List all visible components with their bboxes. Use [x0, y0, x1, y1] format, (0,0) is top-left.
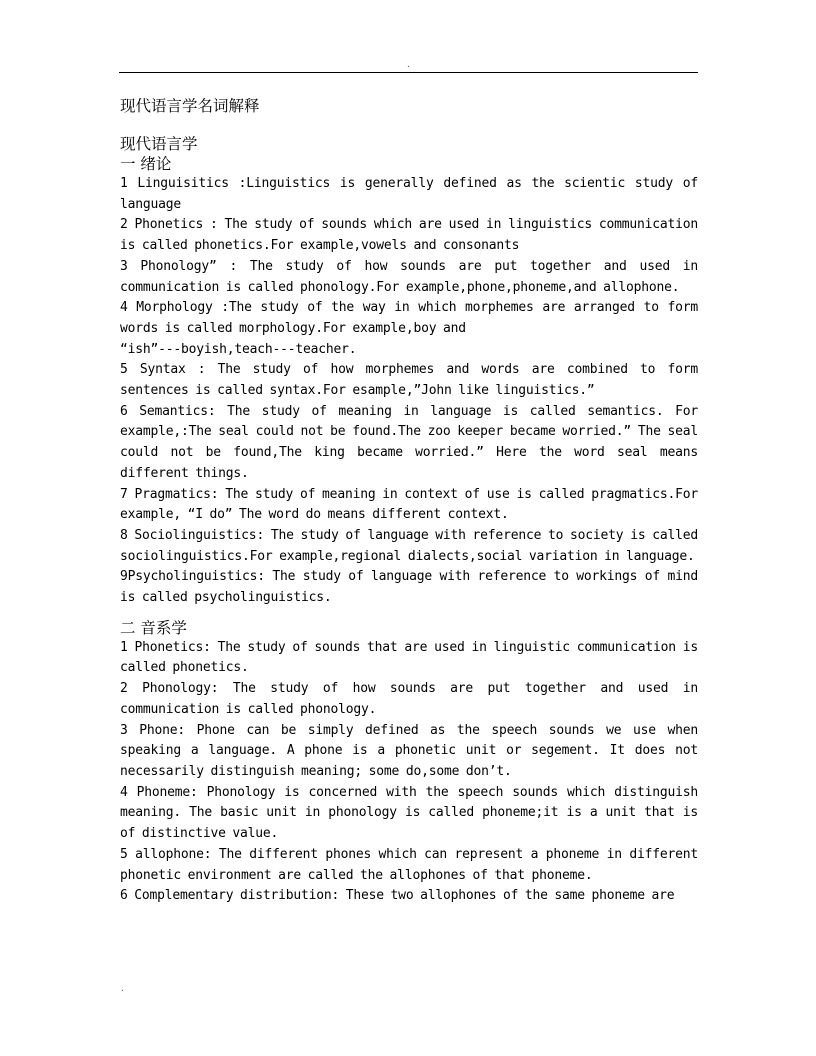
term-morphology-example: “ish”---boyish,teach---teacher. [120, 341, 357, 357]
header-rule [119, 72, 698, 73]
term-phonology-2: 2 Phonology: The study of how sounds are put together and used in communication is called phonology. [120, 681, 698, 717]
term-phoneme: 4 Phoneme: Phonology is concerned with the speech sounds which distinguish meaning. The basic unit in phonology is called phoneme;it is a unit that is of distinctive value. [120, 784, 698, 842]
term-linguistics: 1 Linguisitics :Linguistics is generally defined as the scientic study of language [120, 176, 698, 212]
chapter-title-phonology: 二 音系学 [120, 618, 187, 637]
term-phonetics: 2 Phonetics : The study of sounds which are used in linguistics communication is called phonetics.For example,vowels and consonants [120, 217, 698, 254]
chapter-title-introduction: 一 绪论 [120, 155, 172, 173]
term-phonetics-2: 1 Phonetics: The study of sounds that are used in linguistic communication is called phonetics. [120, 639, 698, 676]
header-dot: . [406, 60, 411, 69]
term-morphology: 4 Morphology :The study of the way in which morphemes are arranged to form words is called morphology.For example,boy and [120, 300, 698, 336]
term-allophone: 5 allophone: The different phones which can represent a phoneme in different phonetic environment are called the allophones of that phoneme. [120, 846, 698, 883]
term-psycholinguistics: 9Psycholinguistics: The study of language with reference to workings of mind is called psycholinguistics. [120, 569, 698, 606]
term-phone: 3 Phone: Phone can be simply defined as the speech sounds we use when speaking a language. A phone is a phonetic unit or segement. It does not necessarily distinguish meaning; some do,some don’t. [120, 722, 698, 779]
document-body [120, 95, 698, 907]
term-sociolinguistics: 8 Sociolinguistics: The study of language with reference to society is called sociolinguistics.For example,regional dialects,social variation in language. [120, 527, 698, 564]
term-semantics: 6 Semantics: The study of meaning in language is called semantics. For example,:The seal could not be found.The zoo keeper became worried.” The seal could not be found,The king became worried.” Here the word seal means different things. [120, 403, 698, 481]
term-pragmatics: 7 Pragmatics: The study of meaning in context of use is called pragmatics.For example, “I do” The word do means different context. [120, 486, 698, 523]
term-phonology: 3 Phonology” : The study of how sounds are put together and used in communication is called phonology.For example,phone,phoneme,and allophone. [120, 258, 698, 295]
term-syntax: 5 Syntax : The study of how morphemes and words are combined to form sentences is called syntax.For esample,”John like linguistics.” [120, 362, 698, 399]
term-complementary-distribution: 6 Complementary distribution: These two allophones of the same phoneme are [120, 888, 675, 904]
section-title: 现代语言学 [120, 135, 198, 153]
document-title: 现代语言学名词解释 [120, 97, 260, 115]
footer-dot: . [120, 984, 125, 993]
